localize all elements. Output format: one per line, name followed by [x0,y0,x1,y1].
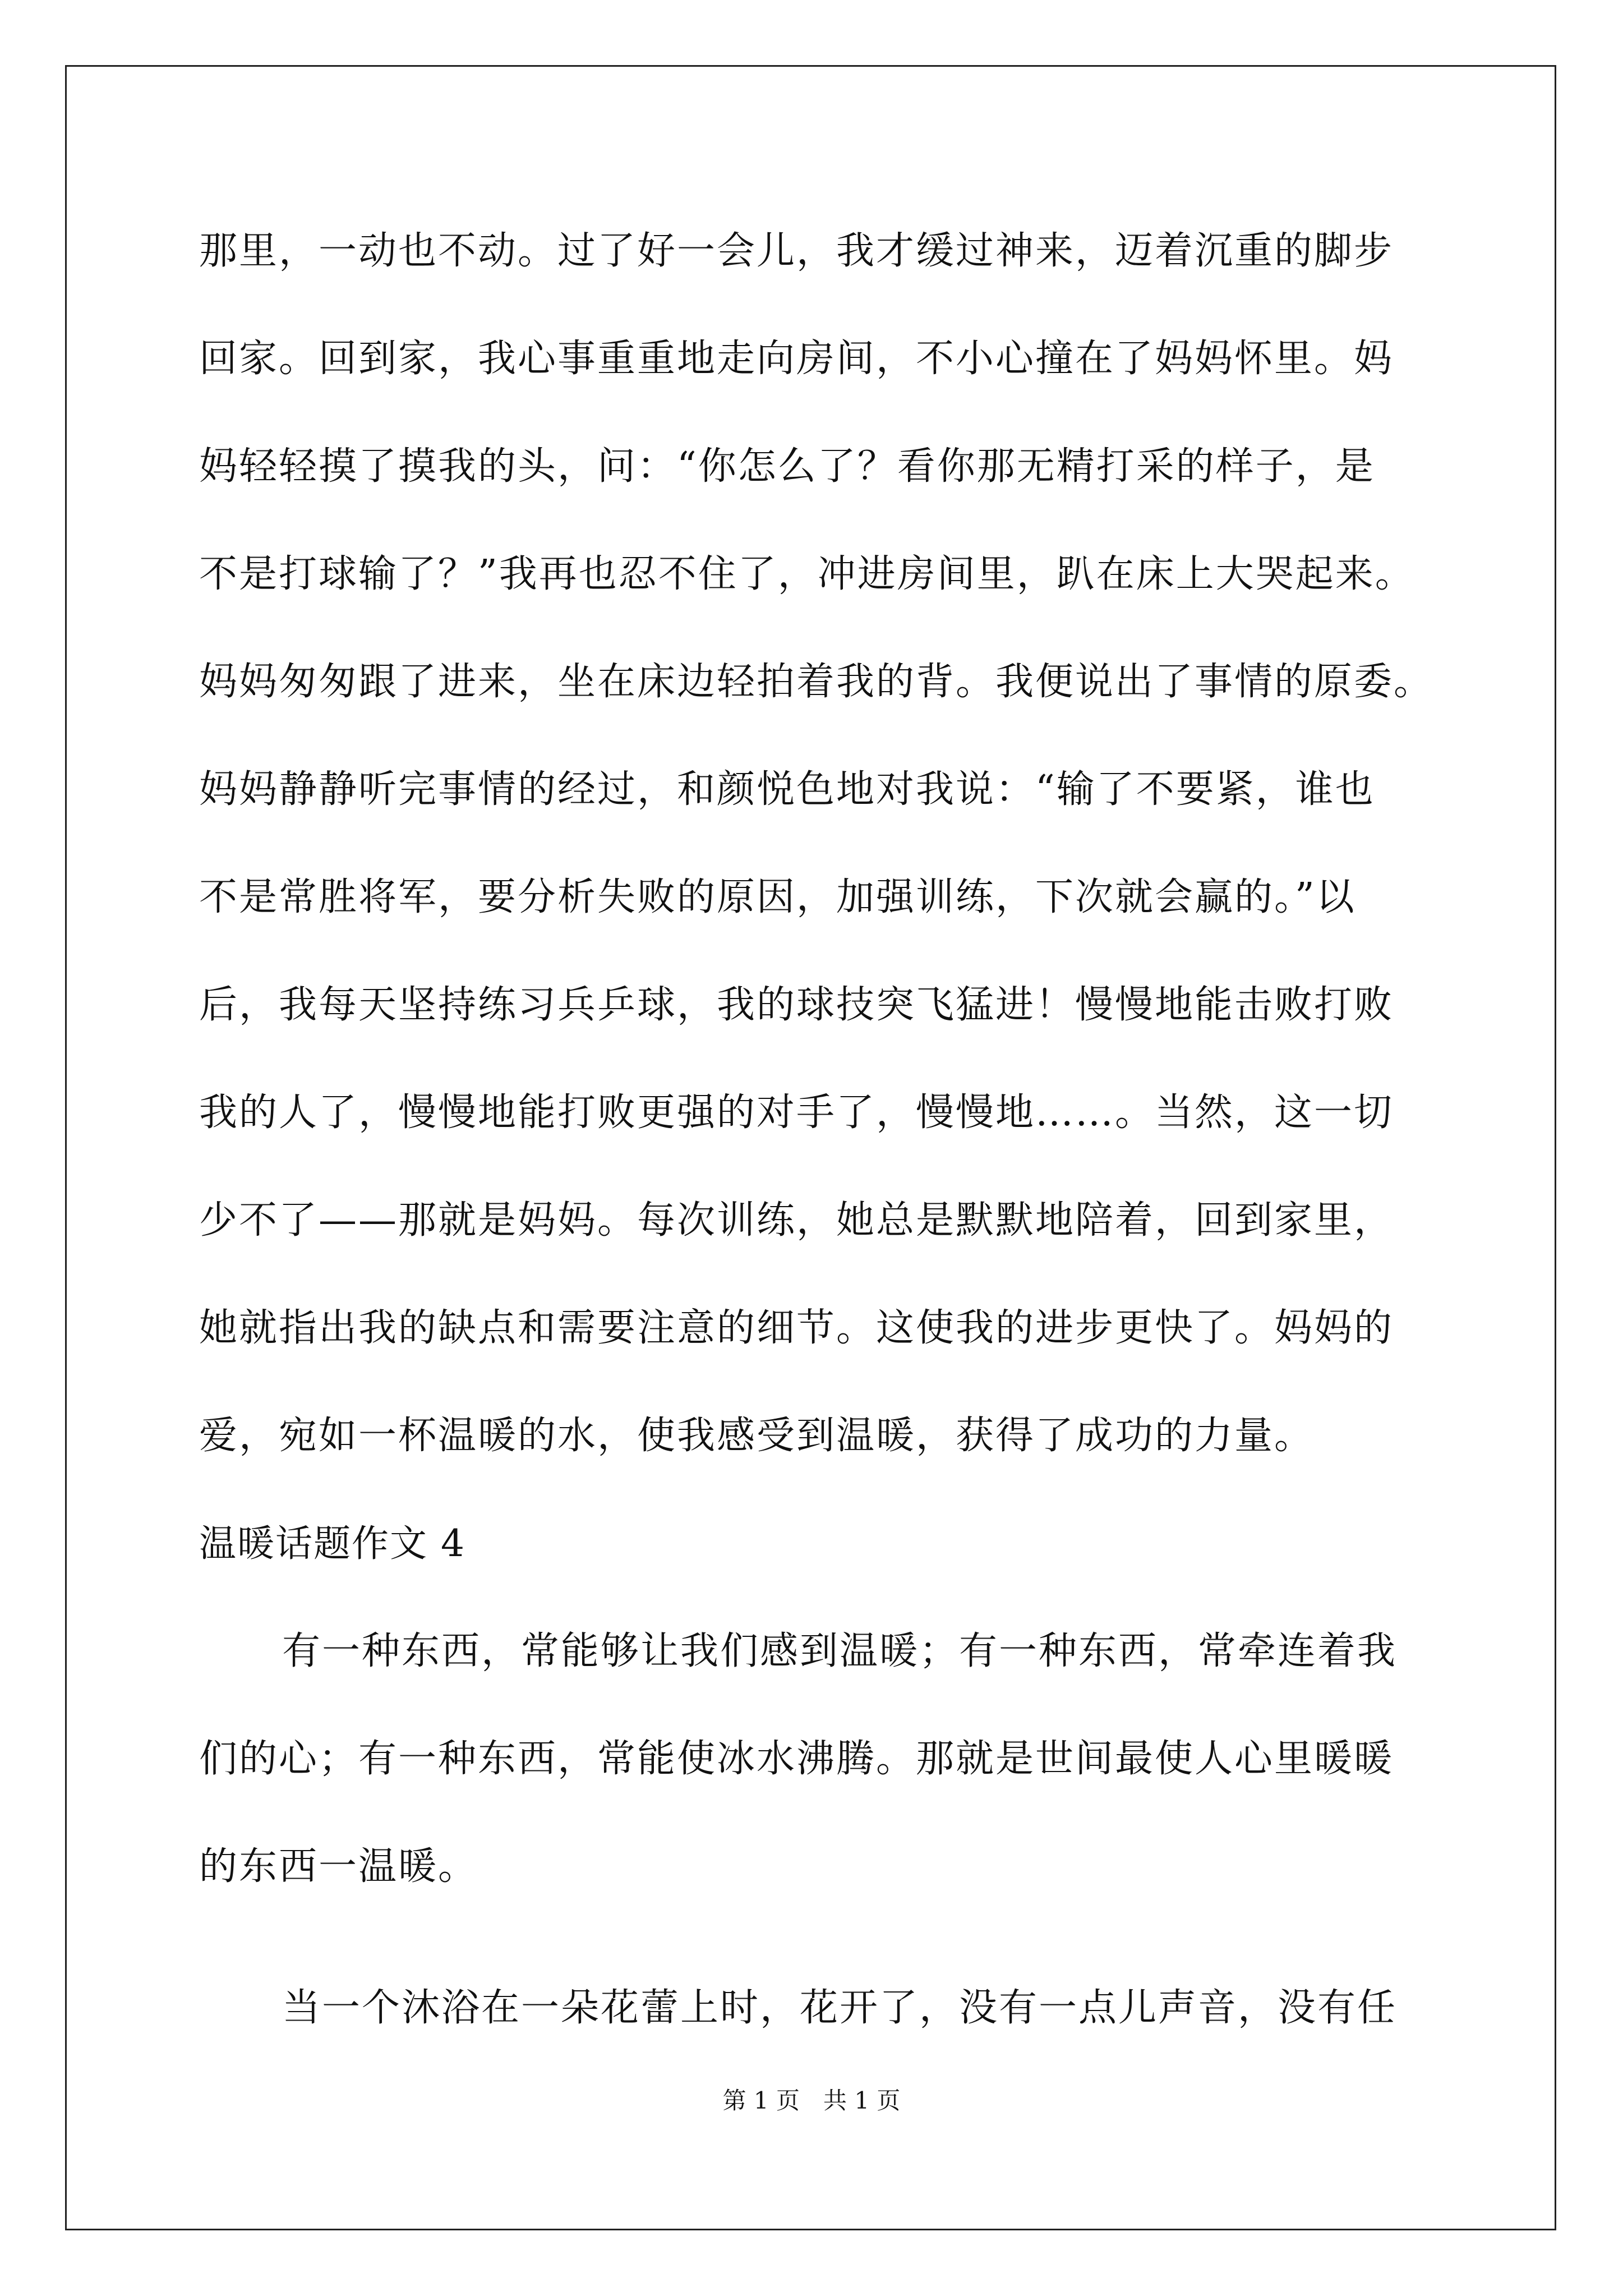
paragraph-3 [199,1969,1436,2077]
text-line: 妈妈静静听完事情的经过，和颜悦色地对我说：“输了不要紧，谁也 [199,767,1375,812]
text-line: 当一个沐浴在一朵花蕾上时，花开了，没有一点儿声音，没有任 [282,1986,1398,2030]
text-line: 们的心；有一种东西，常能使冰水沸腾。那就是世间最使人心里暖暖 [199,1737,1394,1781]
text-line: 少不了——那就是妈妈。每次训练，她总是默默地陪着，回到家里， [199,1198,1394,1243]
document-body [199,212,1436,2077]
paragraph-1 [199,212,1436,1504]
section-heading: 温暖话题作文 4 [199,1522,465,1565]
text-line: 妈轻轻摸了摸我的头，问：“你怎么了？看你那无精打采的样子，是 [199,444,1375,489]
text-line: 的东西一温暖。 [199,1844,478,1889]
text-line: 不是打球输了？”我再也忍不住了，冲进房间里，趴在床上大哭起来。 [199,552,1415,596]
paragraph-2 [199,1612,1436,1935]
text-line: 回家。回到家，我心事重重地走向房间，不小心撞在了妈妈怀里。妈 [199,337,1394,381]
page-footer: 第 1 页 共 1 页 [722,2087,901,2114]
text-line: 爱，宛如一杯温暖的水，使我感受到温暖，获得了成功的力量。 [199,1414,1315,1458]
text-line: 有一种东西，常能够让我们感到温暖；有一种东西，常牵连着我 [282,1629,1398,1673]
paragraph-spacer [199,1935,1436,1969]
text-line: 那里，一动也不动。过了好一会儿，我才缓过神来，迈着沉重的脚步 [199,229,1394,273]
text-line: 后，我每天坚持练习兵乒球，我的球技突飞猛进！慢慢地能击败打败 [199,983,1394,1027]
text-line: 妈妈匆匆跟了进来，坐在床边轻拍着我的背。我便说出了事情的原委。 [199,660,1434,704]
text-line: 她就指出我的缺点和需要注意的细节。这使我的进步更快了。妈妈的 [199,1306,1394,1350]
text-line: 我的人了，慢慢地能打败更强的对手了，慢慢地……。当然，这一切 [199,1091,1394,1135]
text-line: 不是常胜将军，要分析失败的原因，加强训练，下次就会赢的。”以 [199,875,1356,919]
